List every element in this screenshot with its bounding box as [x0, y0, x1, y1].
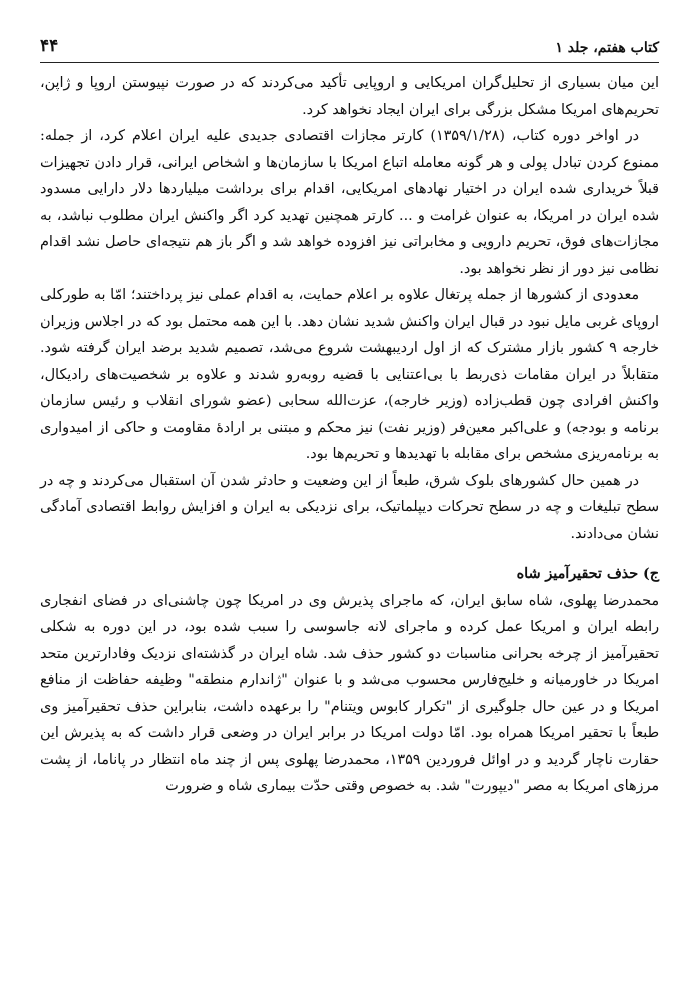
- paragraph: در اواخر دوره کتاب، (۱۳۵۹/۱/۲۸) کارتر مجازات اقتصادی جدیدی علیه ایران اعلام کرد، از جمله: ممنوع کردن تبادل پولی و هر گونه معامله اتباع امریکا با سازمان‌ها و اشخاص ایرانی، قرار دادن تجهیزات قبلاً خریداری شده ایران در اختیار نهادهای امریکایی، اقدام برای برداشت میلیاردها دلار دارایی مسدود شده ایران در امریکا، به عنوان غرامت و ... کارتر همچنین تهدید کرد اگر واکنش ایران مطلوب نباشد، به مجازات‌های فوق، تحریم دارویی و مخابراتی نیز افزوده خواهد شد و اگر باز هم نتیجه‌ای حاصل نشد اقدام نظامی نیز دور از نظر نخواهد بود.: [40, 128, 659, 277]
- header-divider: [40, 62, 659, 63]
- book-title: کتاب هفتم، جلد ۱: [555, 40, 659, 56]
- paragraph: این میان بسیاری از تحلیل‌گران امریکایی و اروپایی تأکید می‌کردند که در صورت نپیوستن اروپا و ژاپن، تحریم‌های امریکا مشکل بزرگی برای ایران ایجاد نخواهد کرد.: [40, 75, 659, 118]
- paragraph: در همین حال کشورهای بلوک شرق، طبعاً از این وضعیت و حادثر شدن آن استقبال می‌کردند و چه در سطح تبلیغات و چه در سطح تحرکات دیپلماتیک، برای نزدیکی به ایران و افزایش روابط اقتصادی آمادگی نشان می‌دادند.: [40, 472, 659, 542]
- running-header: [40, 34, 659, 56]
- paragraph: محمدرضا پهلوی، شاه سابق ایران، که ماجرای پذیرش وی در امریکا چون چاشنی‌ای در فضای انفجاری رابطه ایران و امریکا عمل کرده و ماجرای لانه جاسوسی را سبب شده بود، در این دوره به شکلی تحقیرآمیز از چرخه بحرانی مناسبات دو کشور حذف شد. شاه ایران در گذشته‌ای نزدیک وفادارترین متحد امریکا در خاورمیانه و خلیج‌فارس محسوب می‌شد و با عنوان "ژاندارم منطقه" وظیفه حفاظت از منافع امریکا و در عین حال جلوگیری از "تکرار کابوس ویتنام" را برعهده داشت، بنابراین حذف تحقیرآمیز وی طبعاً با تحقیر امریکا همراه بود. امّا دولت امریکا در برابر ایران در وضعی قرار داشت که به پذیرش این حقارت ناچار گردید و در اوائل فروردین ۱۳۵۹، محمدرضا پهلوی پس از چند ماه انتظار در پاناما، از پشت مرزهای امریکا به مصر "دیپورت" شد. به خصوص وقتی حدّت بیماری شاه و ضرورت: [40, 592, 659, 794]
- section-heading: ج) حذف تحقیرآمیز شاه: [516, 566, 659, 582]
- paragraph: معدودی از کشورها از جمله پرتغال علاوه بر اعلام حمایت، به اقدام عملی نیز پرداختند؛ امّا به طورکلی اروپای غربی مایل نبود در قبال ایران واکنش شدید نشان دهد. با این همه محتمل بود که در اجلاس وزیران خارجه ۹ کشور بازار مشترک که از اول اردیبهشت شروع می‌شد، تصمیم شدید برضد ایران گرفته شود. متقابلاً در ایران مقامات ذی‌ربط با بی‌اعتنایی با قضیه روبه‌رو شدند و علاوه بر شخصیت‌های رادیکال، واکنش افرادی چون قطب‌زاده (وزیر خارجه)، عزت‌الله سحابی (عضو شورای انقلاب و رئیس سازمان برنامه و بودجه) و علی‌اکبر معین‌فر (وزیر نفت) نیز محکم و مبتنی بر ارادهٔ مقاومت و حاکی از امیدواری به برنامه‌ریزی مشخص برای مقابله با تهدیدها و تحریم‌ها بود.: [40, 287, 659, 462]
- page-number: ۴۴: [40, 36, 59, 56]
- page-body: [40, 70, 659, 800]
